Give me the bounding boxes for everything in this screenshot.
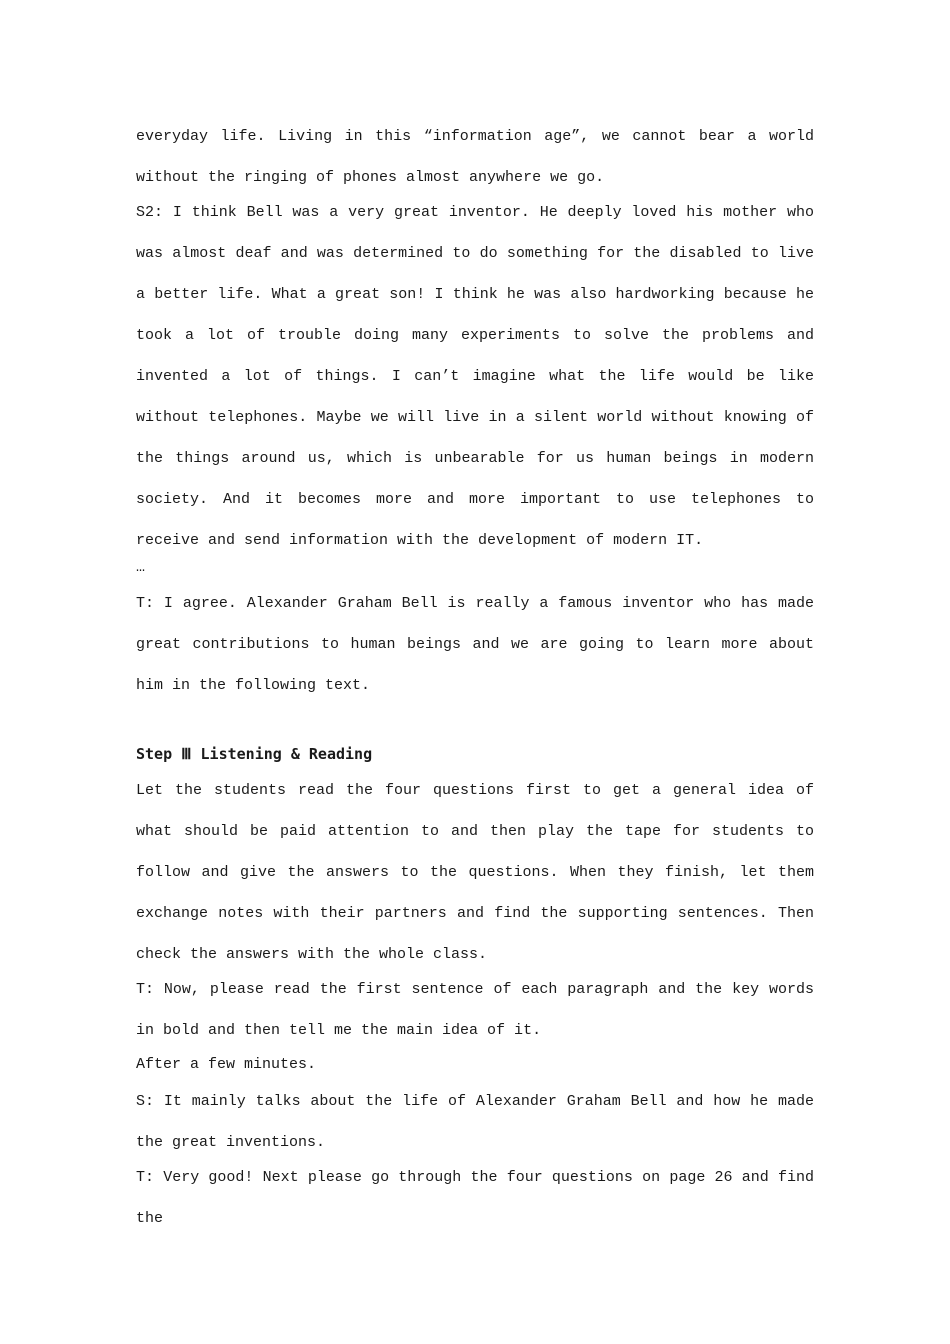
document-page	[136, 116, 814, 1239]
paragraph-teacher-next: T: Very good! Next please go through the four questions on page 26 and find the	[136, 1169, 814, 1227]
section-heading-step-3: Step Ⅲ Listening & Reading	[136, 745, 373, 763]
spacer	[136, 706, 814, 736]
paragraph-s2-answer: S2: I think Bell was a very great inventor. He deeply loved his mother who was almost deaf and was determined to do something for the disabled to live a better life. What a great son! I think he was also hardworking because he took a lot of trouble doing many experiments to solve the problems and invented a lot of things. I can’t imagine what the life would be like without telephones. Maybe we will live in a silent world without knowing of the things around us, which is unbearable for us human beings in modern society. And it becomes more and more important to use telephones to receive and send information with the development of modern IT.	[136, 204, 814, 549]
paragraph-teacher-now: T: Now, please read the first sentence of each paragraph and the key words in bold and then tell me the main idea of it.	[136, 981, 814, 1039]
paragraph-instructions: Let the students read the four questions first to get a general idea of what should be paid attention to and then play the tape for students to follow and give the answers to the questions. When they finish, let them exchange notes with their partners and find the supporting sentences. Then check the answers with the whole class.	[136, 782, 814, 963]
ellipsis: …	[136, 559, 146, 576]
paragraph-student-answer: S: It mainly talks about the life of Alexander Graham Bell and how he made the great inventions.	[136, 1093, 814, 1151]
paragraph-information-age: everyday life. Living in this “information age”, we cannot bear a world without the ringing of phones almost anywhere we go.	[136, 128, 814, 186]
paragraph-teacher-agree: T: I agree. Alexander Graham Bell is really a famous inventor who has made great contributions to human beings and we are going to learn more about him in the following text.	[136, 595, 814, 694]
paragraph-after-minutes: After a few minutes.	[136, 1056, 317, 1073]
